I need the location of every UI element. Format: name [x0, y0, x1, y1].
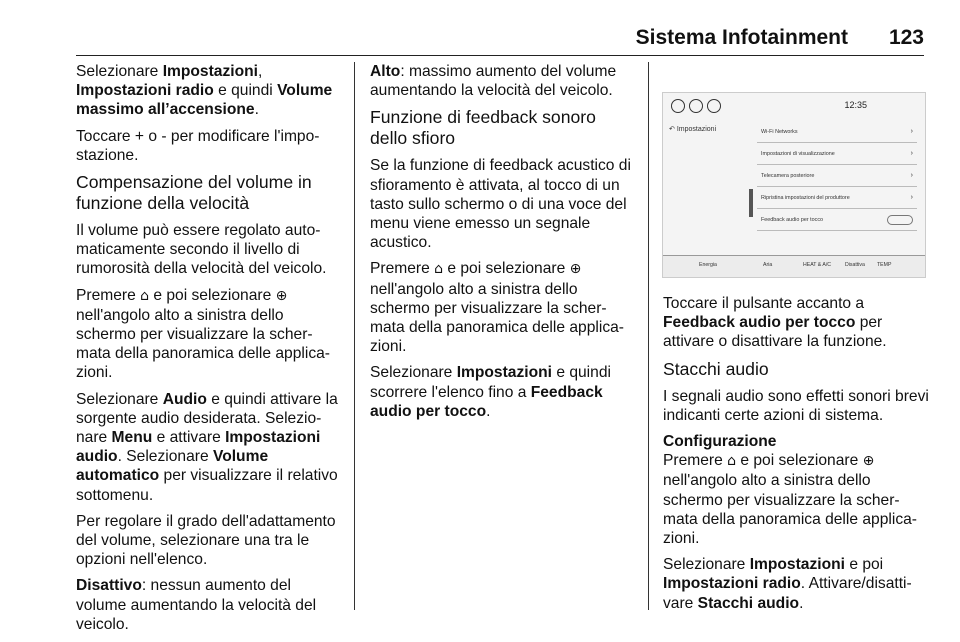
screen-topbar [663, 93, 925, 117]
settings-row: Feedback audio per tocco [757, 209, 917, 231]
paragraph: Se la funzione di feedback acustico di sfioramento è attivata, al tocco di un tasto sullo schermo o di una voce del menu viene emesso un segnale acustico. [370, 157, 631, 252]
column-1 [76, 62, 344, 641]
paragraph: Per regolare il grado dell'adattamento del volume, selezionare una tra le opzioni nell'elenco. [76, 512, 336, 569]
paragraph: Selezionare Impostazioni e poi Impostazioni radio. Attivare/disatti-vare Stacchi audio. [663, 556, 912, 612]
paragraph: Il volume può essere regolato auto-maticamente secondo il livello di rumorosità della velocità del veicolo. [76, 222, 327, 278]
bottom-item: Disattiva [845, 262, 865, 268]
home-icon: ⌂ [140, 287, 150, 304]
bottom-item: HEAT & A/C [803, 262, 832, 268]
chevron-right-icon: › [910, 194, 913, 201]
section-heading: Funzione di feedback sonoro dello sfioro [370, 107, 596, 149]
apps-icon: ⊕ [862, 453, 875, 470]
paragraph: Premere ⌂ e poi selezionare ⊕ nell'angolo alto a sinistra dello schermo per visualizzare la scher-mata della panoramica delle applica-zioni. [663, 452, 917, 548]
paragraph: Toccare + o - per modificare l'impo-stazione. [76, 127, 320, 164]
chevron-right-icon: › [910, 172, 913, 179]
screen-settings-list [757, 121, 917, 231]
back-arrow-icon: ↶ [669, 126, 675, 133]
section-heading: Compensazione del volume in funzione della velocità [76, 172, 312, 214]
bottom-item: Aria [763, 262, 773, 268]
page-number: 123 [888, 26, 924, 49]
paragraph: Premere ⌂ e poi selezionare ⊕ nell'angolo alto a sinistra dello schermo per visualizzare la scher-mata della panoramica delle applica-zioni. [76, 286, 330, 382]
column-3 [663, 294, 929, 620]
paragraph: Selezionare Audio e quindi attivare la sorgente audio desiderata. Selezio-nare Menu e attivare Impostazioni audio. Selezionare Volume automatico per visualizzare il relativo sottomenu. [76, 390, 338, 504]
paragraph: Alto: massimo aumento del volume aumentando la velocità del veicolo. [370, 63, 617, 100]
chevron-right-icon: › [910, 128, 913, 135]
chevron-right-icon: › [910, 150, 913, 157]
settings-row: Impostazioni di visualizzazione › [757, 143, 917, 165]
phone-icon [707, 99, 721, 113]
paragraph: I segnali audio sono effetti sonori brevi indicanti certe azioni di sistema. [663, 387, 929, 424]
subsection-heading: Configurazione [663, 433, 777, 451]
column-divider-1 [354, 62, 355, 610]
screen-back: ↶ Impostazioni [669, 126, 717, 133]
settings-row: Wi-Fi Networks › [757, 121, 917, 143]
apps-icon: ⊕ [275, 287, 288, 304]
column-2 [370, 62, 636, 428]
section-heading: Stacchi audio [663, 358, 769, 379]
paragraph: Disattivo: nessun aumento del volume aumentando la velocità del veicolo. [76, 577, 317, 633]
screen-bottombar [663, 255, 925, 277]
settings-row: Telecamera posteriore › [757, 165, 917, 187]
bottom-item: Energia [699, 262, 717, 268]
home-icon [671, 99, 685, 113]
apps-icon [689, 99, 703, 113]
bottom-item: TEMP [877, 262, 892, 268]
column-divider-2 [648, 62, 649, 610]
paragraph: Toccare il pulsante accanto a Feedback audio per tocco per attivare o disattivare la funzione. [663, 295, 887, 351]
page-header [76, 26, 924, 56]
toggle-icon [887, 215, 913, 225]
screen-clock: 12:35 [844, 100, 867, 110]
home-icon: ⌂ [727, 453, 737, 470]
paragraph: Selezionare Impostazioni e quindi scorrere l'elenco fino a Feedback audio per tocco. [370, 364, 611, 420]
home-icon: ⌂ [434, 261, 444, 278]
paragraph: Premere ⌂ e poi selezionare ⊕ nell'angolo alto a sinistra dello schermo per visualizzare la scher-mata della panoramica delle applica-zioni. [370, 260, 624, 356]
apps-icon: ⊕ [569, 261, 582, 278]
infotainment-screenshot [662, 92, 926, 278]
settings-row: Ripristina impostazioni del produttore › [757, 187, 917, 209]
page-title: Sistema Infotainment [635, 26, 848, 49]
screen-scrollbar [749, 189, 753, 217]
paragraph: Selezionare Impostazioni, Impostazioni radio e quindi Volume massimo all’accensione. [76, 63, 333, 119]
